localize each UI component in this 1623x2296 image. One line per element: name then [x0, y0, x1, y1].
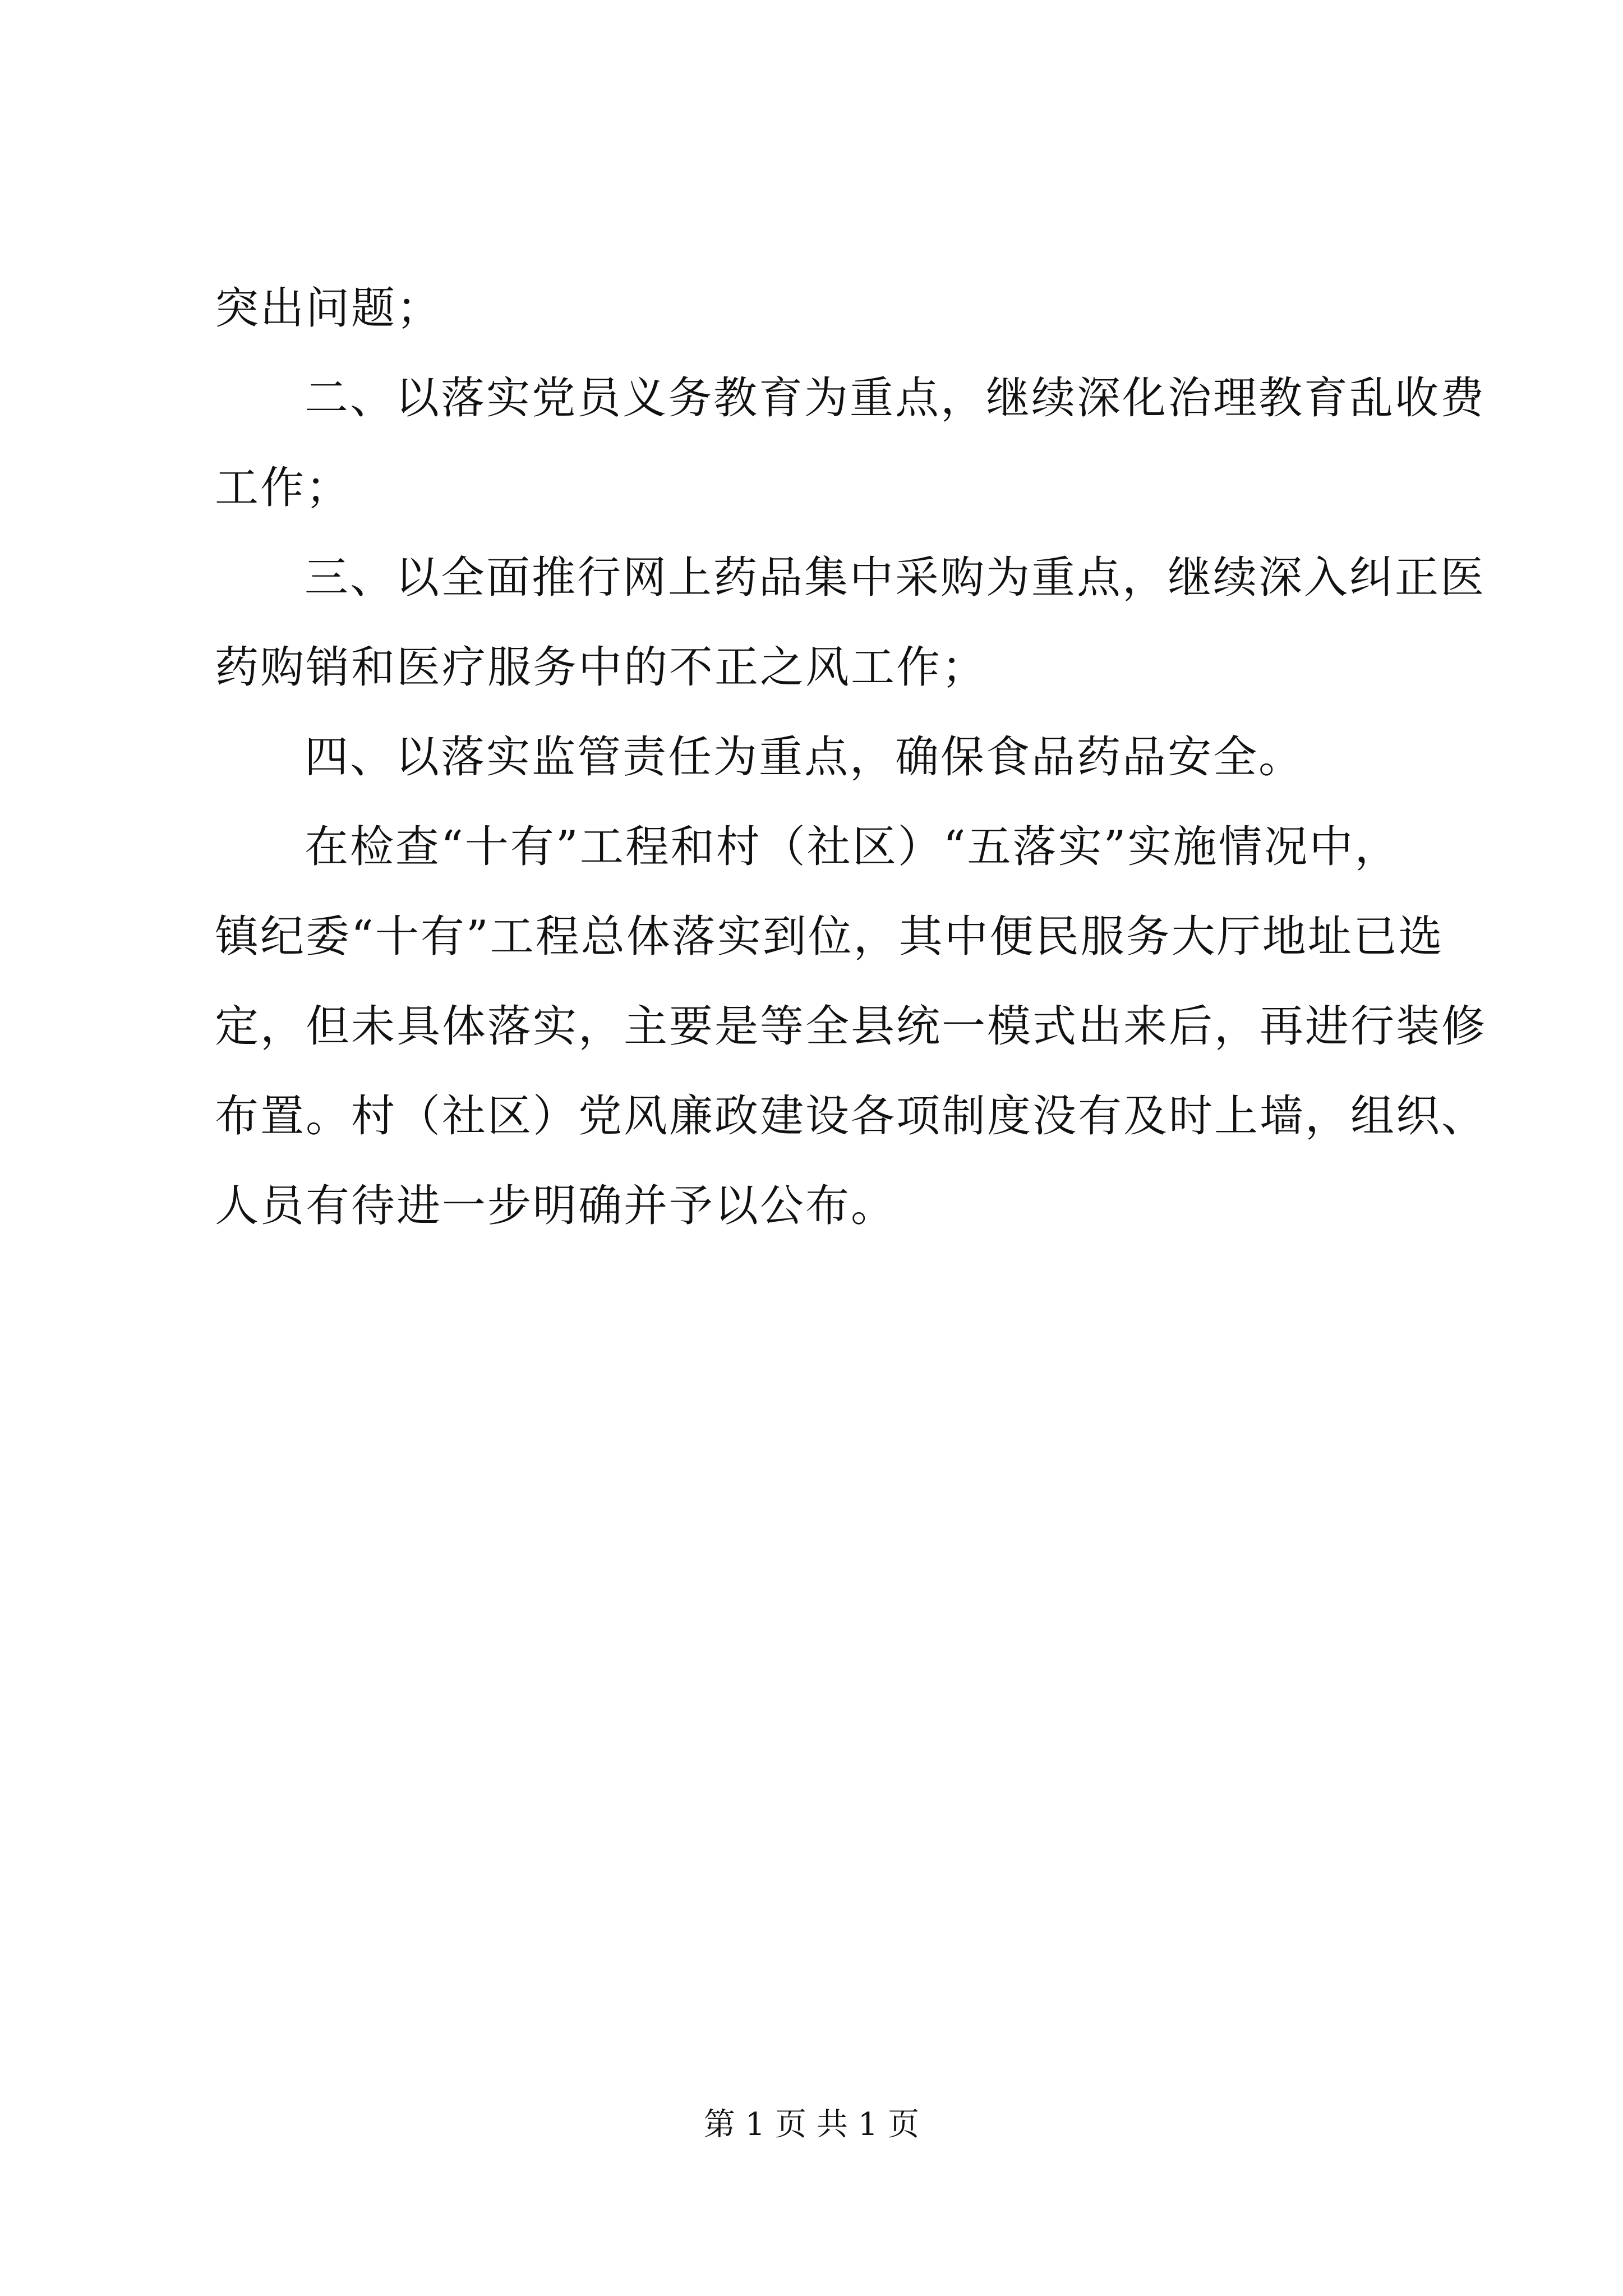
text-line-item-three-cont: 药购销和医疗服务中的不正之风工作； [215, 642, 988, 693]
text-line-item-four: 四、以落实监管责任为重点，确保食品药品安全。 [305, 732, 1304, 783]
text-line-paragraph: 定，但未具体落实，主要是等全县统一模式出来后，再进行装修 [215, 1001, 1487, 1052]
text-line-item-two: 二、以落实党员义务教育为重点，继续深化治理教育乱收费 [305, 373, 1486, 424]
text-line-paragraph-start: 在检查“十有”工程和村（社区）“五落实”实施情况中， [305, 822, 1400, 872]
text-line-item-two-cont: 工作； [215, 463, 352, 513]
text-line-paragraph-end: 人员有待进一步明确并予以公布。 [215, 1181, 897, 1231]
text-line-item-three: 三、以全面推行网上药品集中采购为重点，继续深入纠正医 [305, 553, 1486, 603]
text-line-paragraph: 布置。村（社区）党风廉政建设各项制度没有及时上墙，组织、 [215, 1091, 1487, 1142]
text-line-continuation: 突出问题； [215, 283, 442, 334]
text-line-paragraph: 镇纪委“十有”工程总体落实到位，其中便民服务大厅地址已选 [215, 912, 1444, 962]
page-number: 第 1 页 共 1 页 [703, 2106, 920, 2143]
page-footer [0, 2102, 1623, 2147]
document-body [215, 264, 1487, 1251]
